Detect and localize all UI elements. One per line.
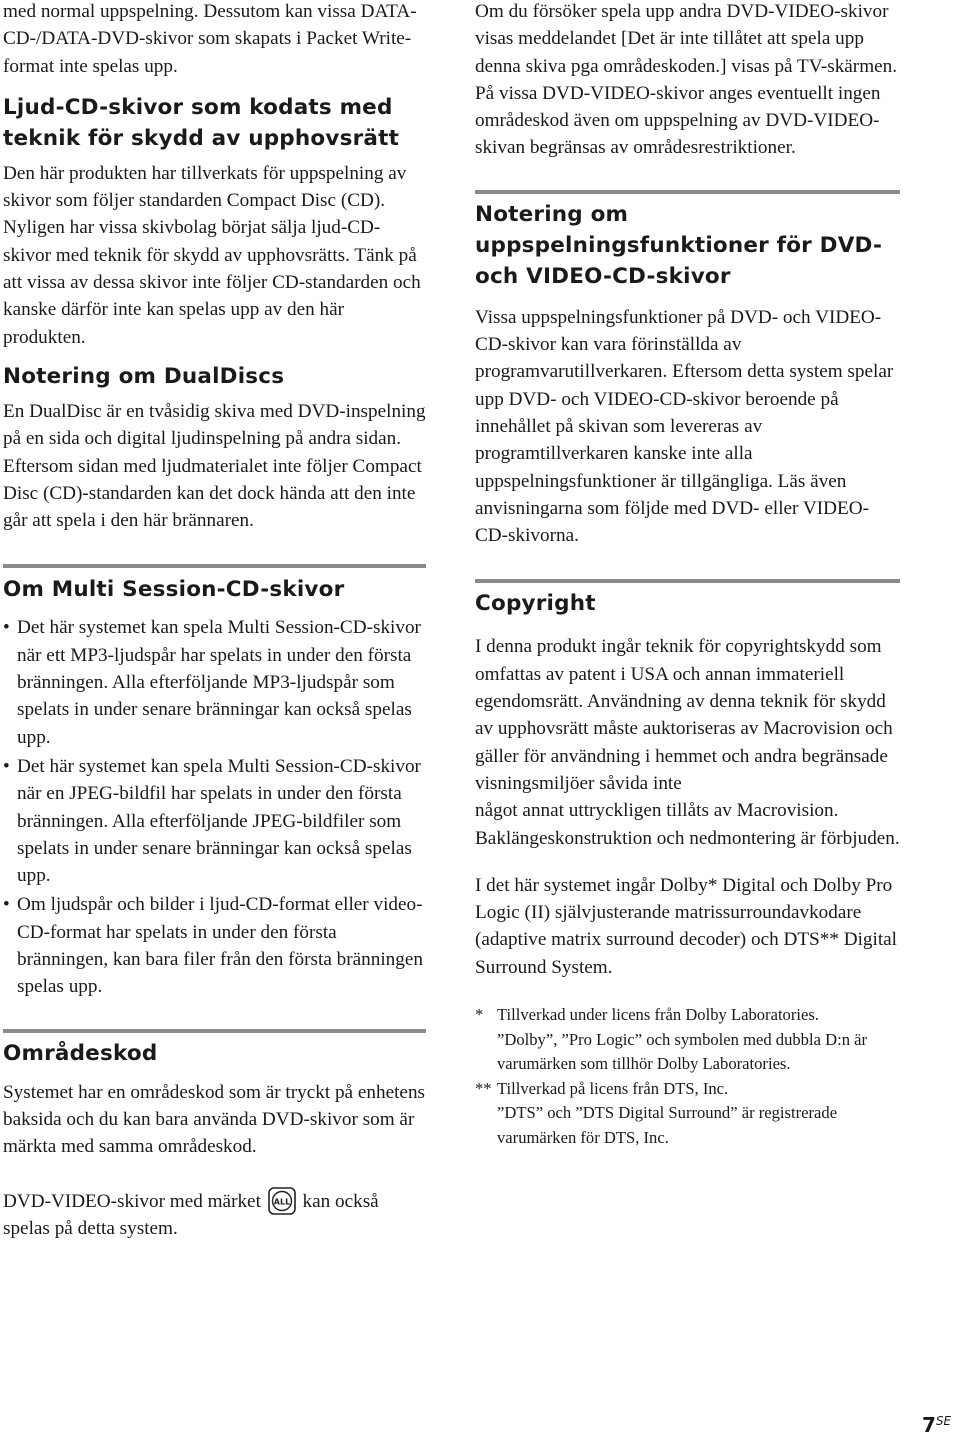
copy-protection-heading: Ljud-CD-skivor som kodats med teknik för skydd av upphovsrätt (3, 94, 400, 151)
regioncode-paragraph-2 (3, 1187, 426, 1243)
region-warning-paragraph: Om du försöker spela upp andra DVD-VIDEO-skivor visas meddelandet [Det är inte tillåtet att spela upp denna skiva pga områdeskoden.] visas på TV-skärmen. På vissa DVD-VIDEO-skivor anges eventuellt ingen områdeskod även om uppspelning av DVD-VIDEO-skivan begränsas av områdesrestriktioner. (475, 1, 898, 159)
intro-paragraph: med normal uppspelning. Dessutom kan vissa DATA-CD-/DATA-DVD-skivor som skapats i Packet Write-format inte spelas upp. (3, 1, 417, 77)
footnote-line: ”Dolby”, ”Pro Logic” och symbolen med dubbla D:n är varumärken som tillhör Dolby Laboratories. (497, 1029, 868, 1074)
copy-protection-paragraph-2: Nyligen har vissa skivbolag börjat sälja ljud-CD-skivor med teknik för skydd av upphovsrätts. Tänk på att vissa av dessa skivor inte följer CD-standarden och kanske därför inte kan spelas upp av den här produkten. (3, 217, 421, 348)
footnote-mark: ** (475, 1078, 492, 1098)
dualdisc-paragraph-1: En DualDisc är en tvåsidig skiva med DVD-inspelning på en sida och digital ljudinspelning på andra sidan. (3, 400, 426, 450)
copyright-paragraph-1: I denna produkt ingår teknik för copyrightskydd som omfattas av patent i USA och annan immateriell egendomsrätt. Användning av denna teknik för skydd av upphovsrätt måste auktoriseras av Macrovision och gäller för användning i hemmet och andra begränsade visningsmiljöer såvida inte (475, 636, 893, 794)
playback-paragraph: Vissa uppspelningsfunktioner på DVD- och VIDEO-CD-skivor kan vara förinställda av programvarutillverkaren. Eftersom detta system spelar upp DVD- och VIDEO-CD-skivor beroende på innehållet på skivan som levereras av programtillverkaren kanske inte alla uppspelningsfunktioner är tillgängliga. Läs även anvisningarna som följde med DVD- eller VIDEO-CD-skivorna. (475, 306, 894, 547)
footnotes (475, 1003, 900, 1150)
list-item-text: Om ljudspår och bilder i ljud-CD-format eller video-CD-format har spelats in under den första bränningen, kan bara filer från den första bränningen spelas upp. (17, 894, 423, 998)
section-rule (3, 1029, 426, 1033)
right-column (475, 0, 900, 1150)
copyright-paragraph-1-continued: något annat uttryckligen tillåts av Macrovision. Baklängeskonstruktion och nedmontering är förbjuden. (475, 800, 900, 849)
dualdisc-heading: Notering om DualDiscs (3, 363, 285, 389)
footnote-line: ”DTS” och ”DTS Digital Surround” är registrerade varumärken för DTS, Inc. (497, 1103, 838, 1147)
footnote-dts (475, 1077, 900, 1151)
bullet-mark: • (3, 617, 10, 639)
list-item (3, 891, 426, 1000)
regioncode-text-before: DVD-VIDEO-skivor med märket (3, 1190, 261, 1212)
footnote-line: Tillverkad under licens från Dolby Laboratories. (497, 1005, 819, 1025)
section-rule (475, 190, 900, 194)
section-copy-protection (3, 92, 426, 351)
left-column (3, 0, 426, 1242)
footnote-dolby (475, 1003, 900, 1077)
region-all-logo-icon (268, 1187, 296, 1215)
regioncode-heading: Områdeskod (3, 1040, 158, 1066)
copyright-heading: Copyright (475, 591, 596, 617)
section-playback-functions (475, 190, 900, 550)
multisession-heading: Om Multi Session-CD-skivor (3, 577, 345, 603)
footnote-mark: * (475, 1005, 484, 1025)
regioncode-text-after: kan också spelas på detta system. (3, 1190, 379, 1239)
dualdisc-paragraph-2: Eftersom sidan med ljudmaterialet inte följer Compact Disc (CD)-standarden kan det dock hända att den inte går att spela i den här brännaren. (3, 455, 422, 532)
multisession-list (3, 614, 426, 1000)
regioncode-paragraph-1: Systemet har en områdeskod som är tryckt på enhetens baksida och du kan bara använda DVD-skivor som är märkta med samma områdeskod. (3, 1081, 426, 1158)
region-all-logo-text: ALL (273, 1197, 290, 1206)
section-multisession (3, 564, 426, 1000)
section-regioncode (3, 1029, 426, 1242)
bullet-mark: • (3, 755, 10, 777)
section-dualdisc (3, 361, 426, 534)
section-rule (3, 564, 426, 568)
playback-heading: Notering om uppspelningsfunktioner för DVD- och VIDEO-CD-skivor (475, 201, 883, 289)
list-item (3, 614, 426, 750)
section-rule (475, 579, 900, 583)
footnote-line: Tillverkad på licens från DTS, Inc. (497, 1078, 729, 1098)
list-item-text: Det här systemet kan spela Multi Session-CD-skivor när en JPEG-bildfil har spelats in under den första bränningen. Alla efterföljande JPEG-bildfiler som spelats in under senare bränningar kan också spelas upp. (17, 755, 421, 887)
page-number-suffix: SE (935, 1414, 952, 1428)
bullet-mark: • (3, 894, 10, 916)
page-number-value: 7 (922, 1413, 936, 1437)
list-item (3, 753, 426, 889)
list-item-text: Det här systemet kan spela Multi Session-CD-skivor när ett MP3-ljudspår har spelats in under den första bränningen. Alla efterföljande MP3-ljudspår som spelats in under senare bränningar kan också spelas upp. (17, 617, 421, 748)
section-copyright (475, 579, 900, 981)
copy-protection-paragraph-1: Den här produkten har tillverkats för uppspelning av skivor som följer standarden Compact Disc (CD). (3, 162, 407, 212)
page-number (922, 1409, 951, 1437)
copyright-paragraph-2: I det här systemet ingår Dolby* Digital och Dolby Pro Logic (II) självjusterande matrissurroundavkodare (adaptive matrix surround decoder) och DTS** Digital Surround System. (475, 874, 898, 978)
